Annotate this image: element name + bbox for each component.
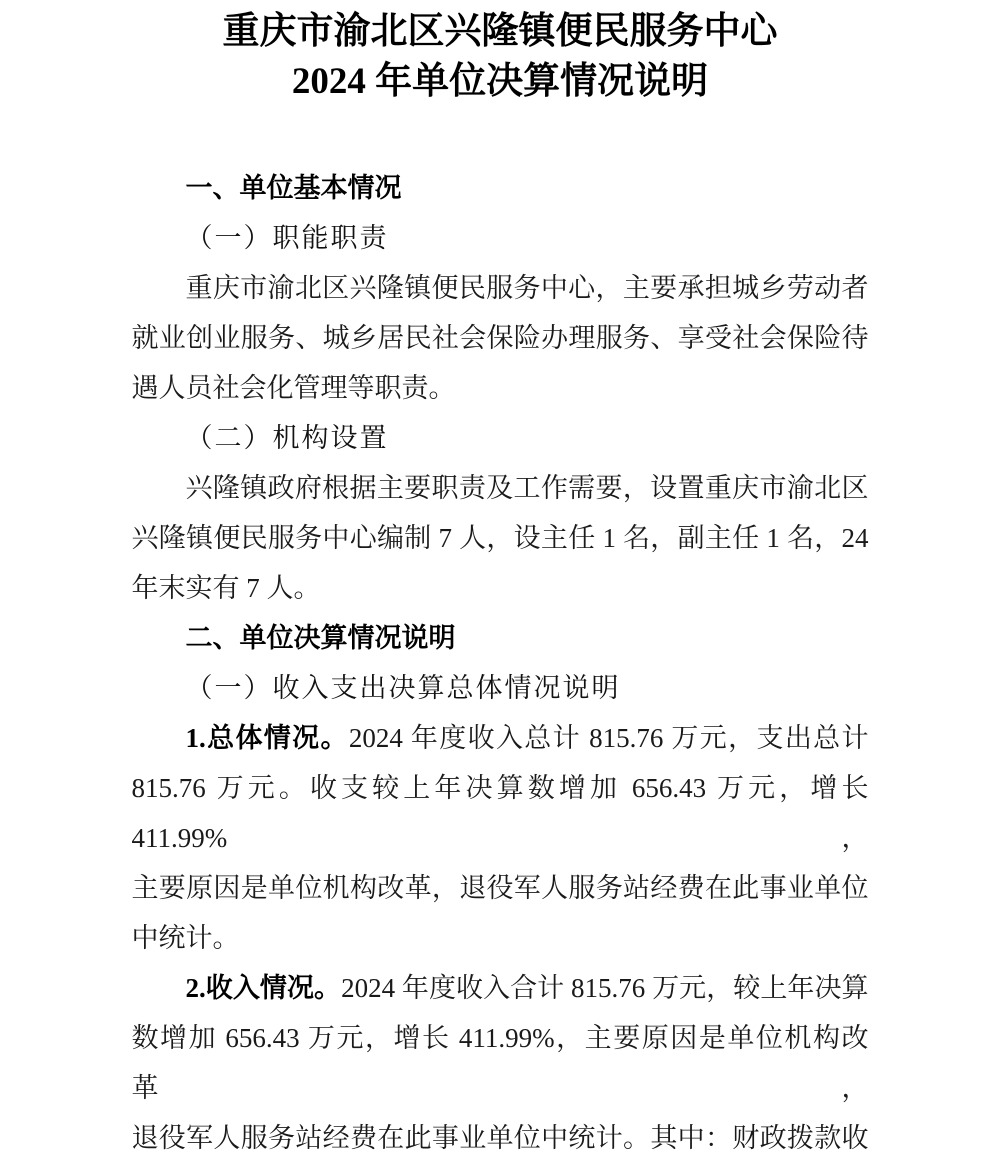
para-line (132, 713, 869, 763)
section2-sub1-heading: （一）收入支出决算总体情况说明 (185, 673, 621, 703)
document-title (132, 7, 869, 107)
para-line: 年末实有 7 人。 (131, 573, 321, 603)
section1-sub2-heading: （二）机构设置 (185, 423, 389, 453)
document-body (132, 163, 869, 1163)
para-line: 退役军人服务站经费在此事业单位中统计。其中：财政拨款收 (131, 1123, 869, 1153)
text-block (132, 0, 869, 1163)
section2-heading: 二、单位决算情况说明 (185, 623, 456, 653)
section1-heading: 一、单位基本情况 (185, 173, 402, 203)
para-line: 主要原因是单位机构改革，退役军人服务站经费在此事业单位 (131, 873, 869, 903)
para-line-text: 2024 年度收入合计 815.76 万元，较上年决算 (341, 973, 869, 1003)
para-line (132, 963, 869, 1013)
document-title-line2: 2024 年单位决算情况说明 (291, 61, 709, 102)
para-line-text: 2024 年度收入总计 815.76 万元，支出总计 (348, 723, 869, 753)
section1-sub1-heading: （一）职能职责 (185, 223, 389, 253)
para-line: 815.76 万元。收支较上年决算数增加 656.43 万元，增长 411.99%， (131, 773, 869, 853)
para-line: 兴隆镇政府根据主要职责及工作需要，设置重庆市渝北区 (185, 473, 869, 503)
document-title-line1: 重庆市渝北区兴隆镇便民服务中心 (222, 11, 778, 52)
para-line: 重庆市渝北区兴隆镇便民服务中心，主要承担城乡劳动者 (185, 273, 869, 303)
para-lead: 2.收入情况。 (185, 973, 342, 1003)
para-line: 数增加 656.43 万元，增长 411.99%，主要原因是单位机构改革， (131, 1023, 869, 1103)
para-line: 就业创业服务、城乡居民社会保险办理服务、享受社会保险待 (131, 323, 869, 353)
para-line: 中统计。 (131, 923, 240, 953)
para-line: 兴隆镇便民服务中心编制 7 人，设主任 1 名，副主任 1 名，24 (131, 523, 869, 553)
para-lead: 1.总体情况。 (185, 723, 349, 753)
para-line: 遇人员社会化管理等职责。 (131, 373, 456, 403)
